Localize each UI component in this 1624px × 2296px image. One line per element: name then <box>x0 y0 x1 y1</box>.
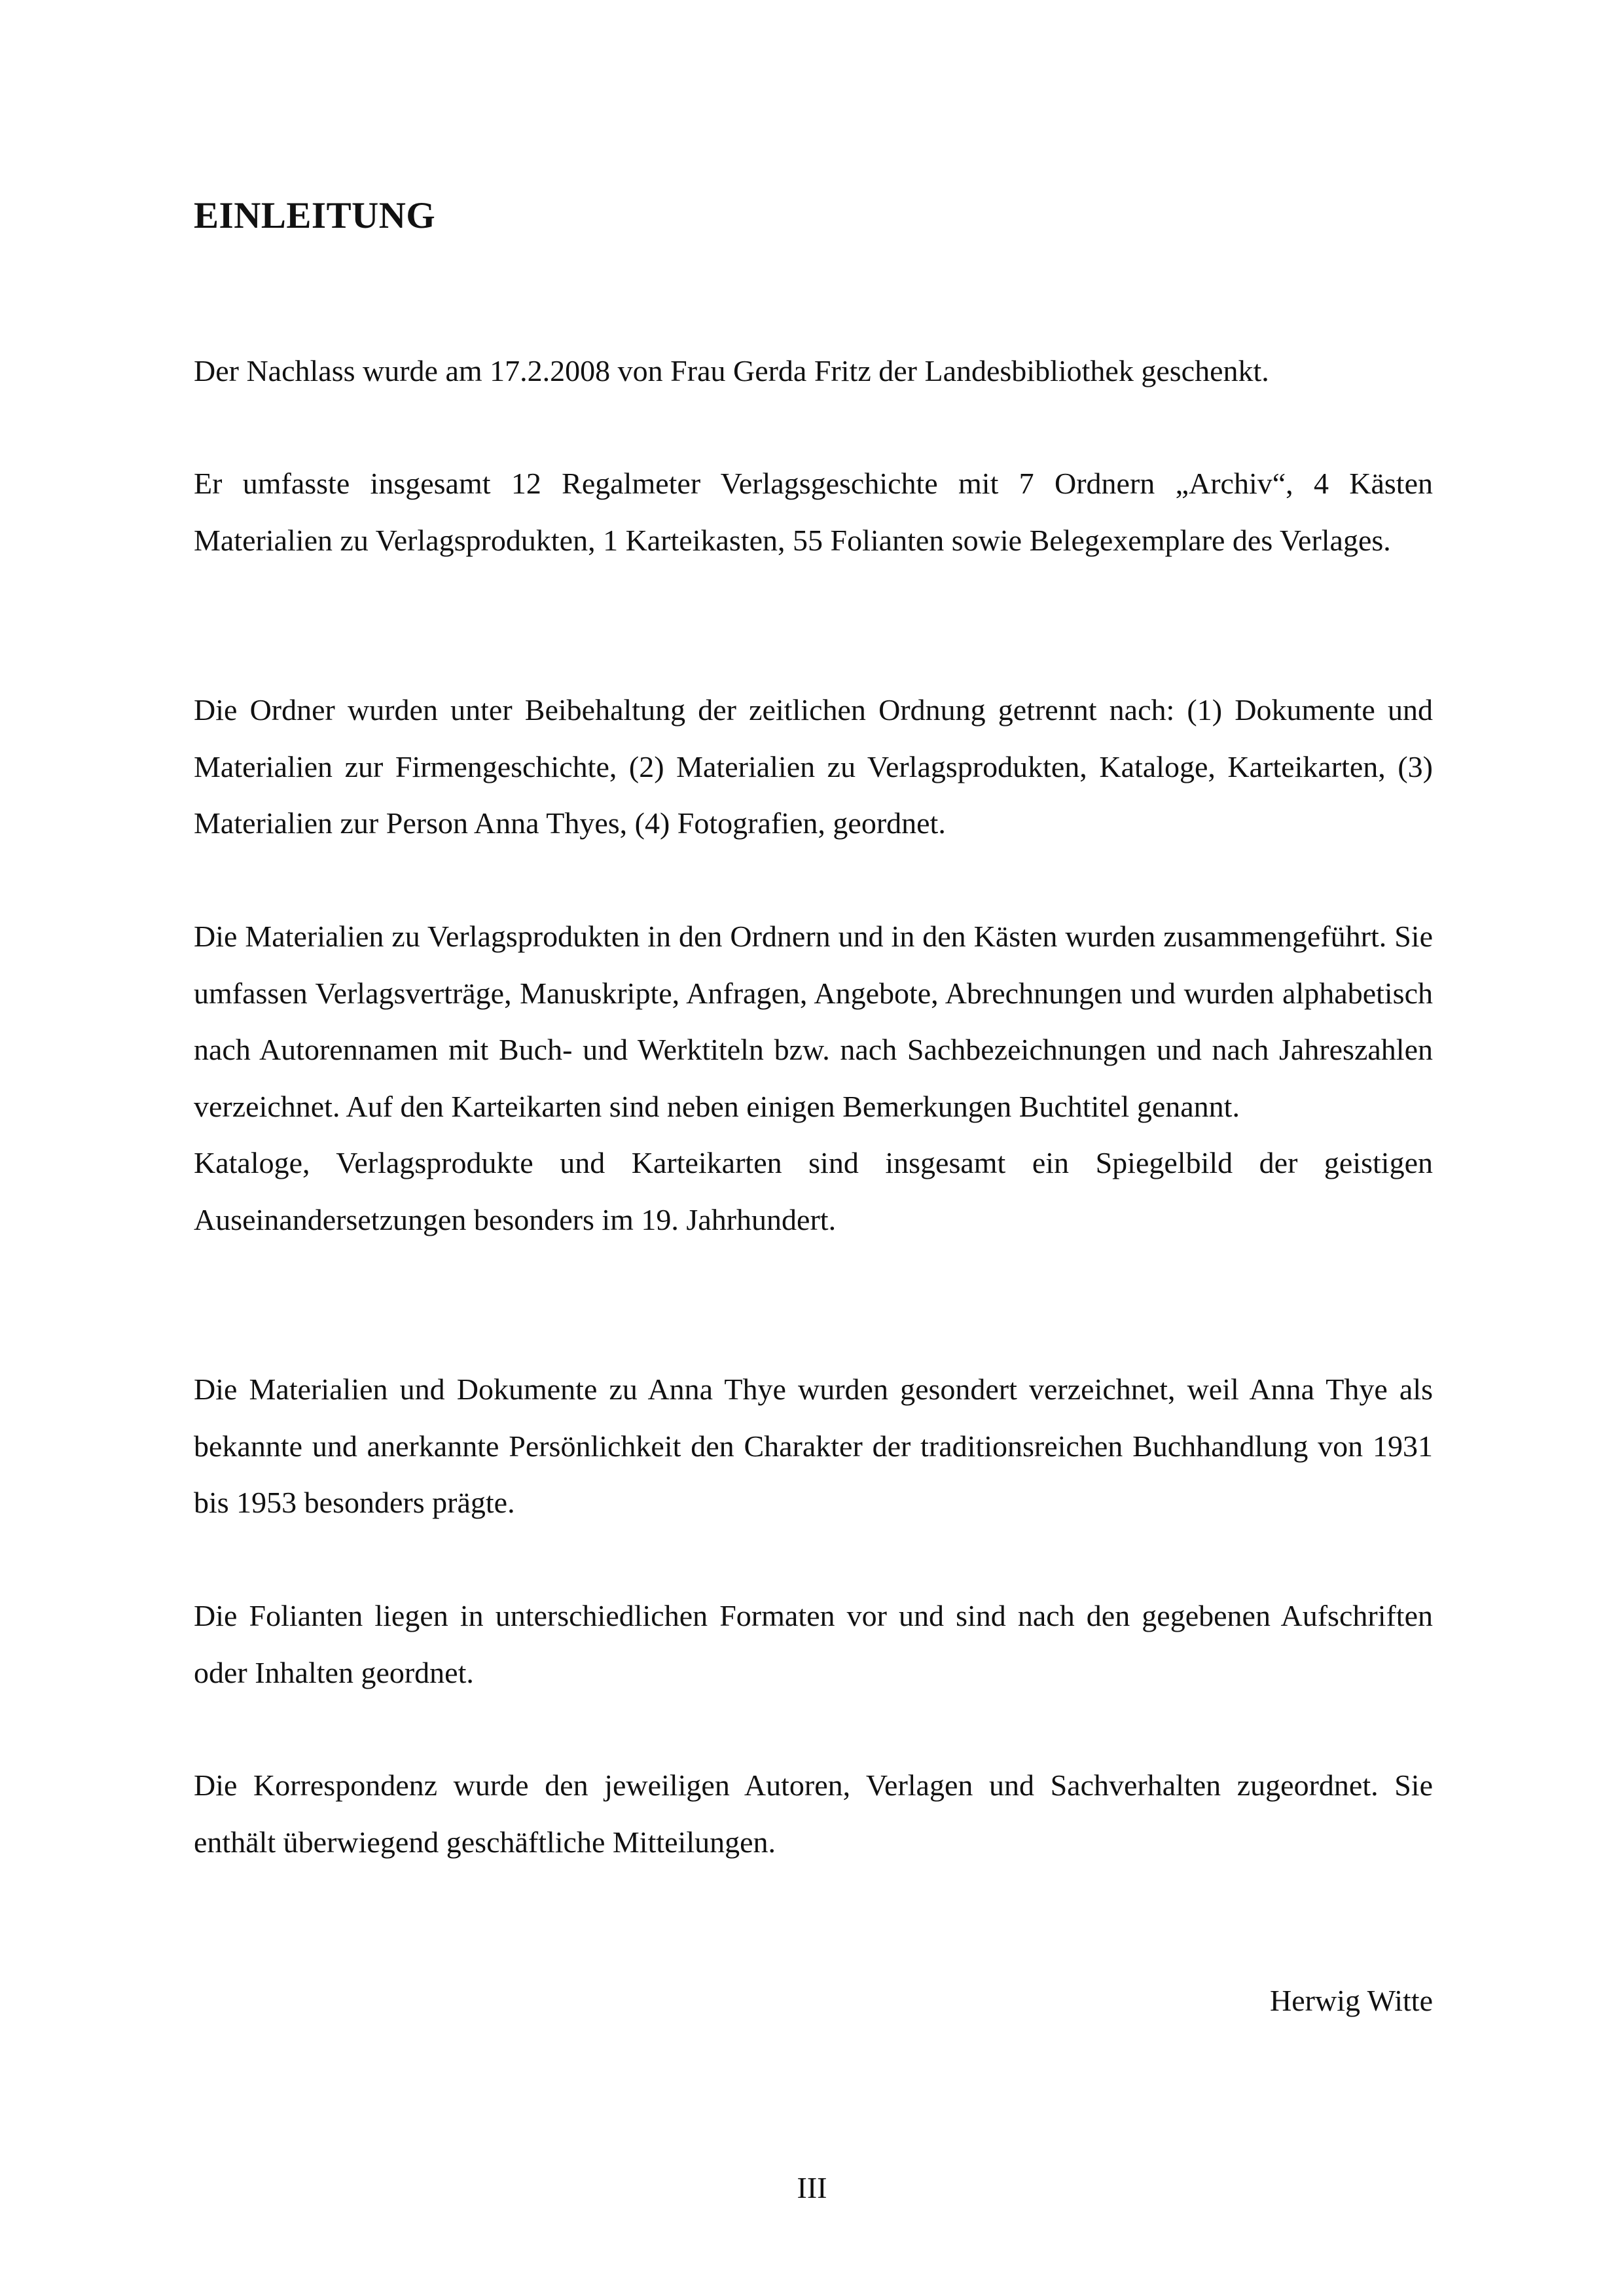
page-heading: EINLEITUNG <box>194 195 436 236</box>
paragraph-text: Die Materialien und Dokumente zu Anna Thye wurden gesondert verzeichnet, weil Anna Thye als bekannte und anerkannte Persönlichkeit den Charakter der traditionsreichen Buchhandlung von 1931 bis 1953 besonders prägte. <box>194 1372 1433 1519</box>
paragraph-inventory <box>194 456 1433 569</box>
paragraph-donation <box>194 343 1433 400</box>
paragraph-text: Die Korrespondenz wurde den jeweiligen Autoren, Verlagen und Sachverhalten zugeordnet. Sie enthält überwiegend geschäftliche Mitteilungen. <box>194 1768 1433 1859</box>
paragraph-publishing-materials <box>194 908 1433 1248</box>
paragraph-folianten <box>194 1588 1433 1701</box>
author-signature: Herwig Witte <box>1270 1984 1433 2017</box>
paragraph-text: Die Ordner wurden unter Beibehaltung der zeitlichen Ordnung getrennt nach: (1) Dokumente und Materialien zur Firmengeschichte, (2) Materialien zu Verlagsprodukten, Kataloge, Karteikarten, (3) Materialien zur Person Anna Thyes, (4) Fotografien, geordnet. <box>194 693 1433 840</box>
paragraph-text: Der Nachlass wurde am 17.2.2008 von Frau Gerda Fritz der Landesbibliothek geschenkt. <box>194 354 1269 387</box>
paragraph-text: Kataloge, Verlagsprodukte und Karteikarten sind insgesamt ein Spiegelbild der geistigen Auseinandersetzungen besonders im 19. Jahrhundert. <box>194 1146 1433 1236</box>
paragraph-text: Die Materialien zu Verlagsprodukten in den Ordnern und in den Kästen wurden zusammengeführt. Sie umfassen Verlagsverträge, Manuskripte, Anfragen, Angebote, Abrechnungen und wurden alphabetisch nach Autorennamen mit Buch- und Werktiteln bzw. nach Sachbezeichnungen und nach Jahreszahlen verzeichnet. Auf den Karteikarten sind neben einigen Bemerkungen Buchtitel genannt. <box>194 920 1433 1123</box>
paragraph-text: Die Folianten liegen in unterschiedlichen Formaten vor und sind nach den gegebenen Aufschriften oder Inhalten geordnet. <box>194 1599 1433 1689</box>
paragraph-anna-thye <box>194 1361 1433 1532</box>
paragraph-correspondence <box>194 1757 1433 1871</box>
paragraph-text: Er umfasste insgesamt 12 Regalmeter Verlagsgeschichte mit 7 Ordnern „Archiv“, 4 Kästen Materialien zu Verlagsprodukten, 1 Karteikasten, 55 Folianten sowie Belegexemplare des Verlages. <box>194 467 1433 557</box>
page-number: III <box>797 2171 827 2204</box>
paragraph-folders <box>194 682 1433 852</box>
